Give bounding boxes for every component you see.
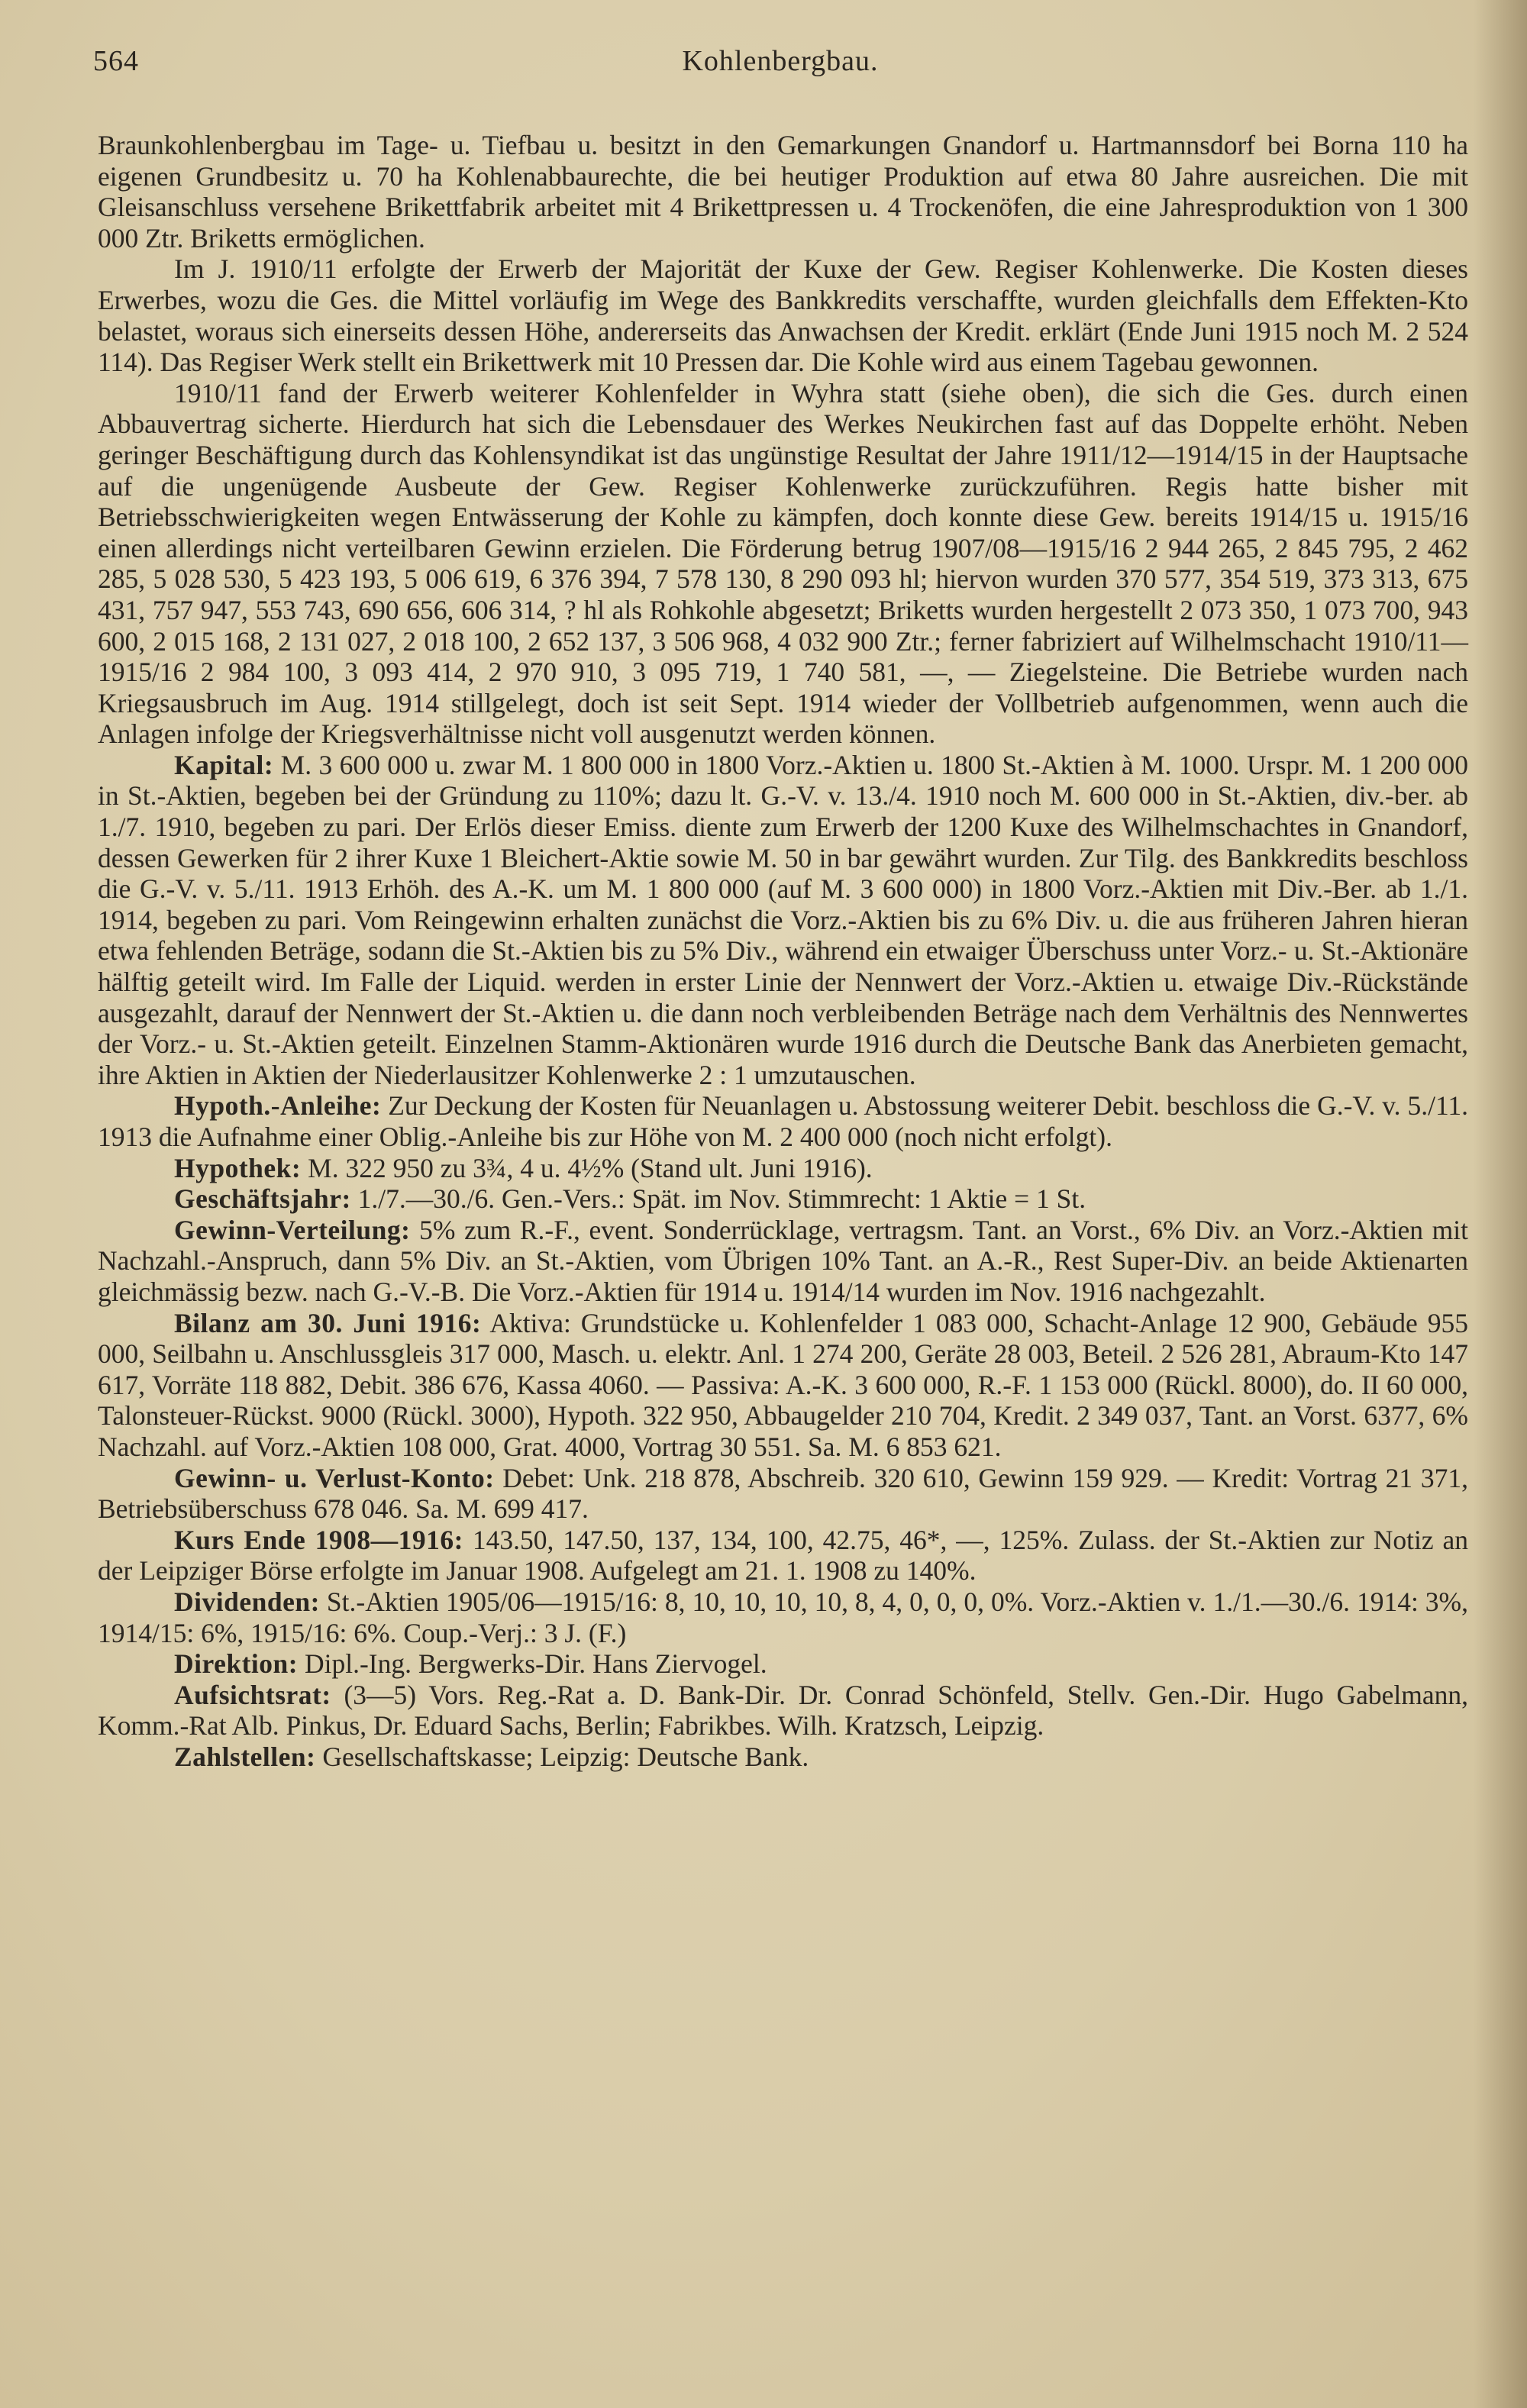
section-text: 5% zum R.-F., event. Sonderrücklage, vertragsm. Tant. an Vorst., 6% Div. an Vorz.-Aktien mit Nachzahl.-Anspruch, dann 5% Div. an St.-Aktien, vom Übrigen 10% Tant. an A.-R., Rest Super-Div. an beide Aktienarten gleichmässig bezw. nach G.-V.-B. Die Vorz.-Aktien für 1914 u. 1914/14 wurden im Nov. 1916 nachgezahlt. — [98, 1214, 1469, 1307]
section-kapital — [98, 750, 1468, 1091]
paragraph-acquisition-regis — [98, 253, 1468, 377]
section-hypothek — [98, 1153, 1468, 1184]
paragraph-wyhra-production — [98, 378, 1468, 750]
section-label: Gewinn- u. Verlust-Konto: — [174, 1462, 495, 1493]
section-text: (3—5) Vors. Reg.-Rat a. D. Bank-Dir. Dr. Conrad Schönfeld, Stellv. Gen.-Dir. Hugo Gabelmann, Komm.-Rat Alb. Pinkus, Dr. Eduard Sachs, Berlin; Fabrikbes. Wilh. Kratzsch, Leipzig. — [98, 1679, 1468, 1741]
section-gewinn-verlust — [98, 1463, 1468, 1525]
section-text: M. 3 600 000 u. zwar M. 1 800 000 in 1800 Vorz.-Aktien u. 1800 St.-Aktien à M. 1000. Urspr. M. 1 200 000 in St.-Aktien, begeben bei der Gründung zu 110%; dazu lt. G.-V. v. 13./4. 1910 noch M. 600 000 in St.-Aktien, div.-ber. ab 1./7. 1910, begeben zu pari. Der Erlös dieser Emiss. diente zum Erwerb der 1200 Kuxe des Wilhelmschachtes in Gnandorf, dessen Gewerken für 2 ihrer Kuxe 1 Bleichert-Aktie sowie M. 50 in bar gewährt wurden. Zur Tilg. des Bankkredits beschloss die G.-V. v. 5./11. 1913 Erhöh. des A.-K. um M. 1 800 000 (auf M. 3 600 000) in 1800 Vorz.-Aktien mit Div.-Ber. ab 1./1. 1914, begeben zu pari. Vom Reingewinn erhalten zunächst die Vorz.-Aktien bis zu 6% Div. u. die aus früheren Jahren hieran etwa fehlenden Beträge, sodann die St.-Aktien bis zu 5% Div., während ein etwaiger Überschuss unter Vorz.- u. St.-Aktionäre hälftig geteilt wird. Im Falle der Liquid. werden in erster Linie der Nennwert der Vorz.-Aktien u. etwaige Div.-Rückstände ausgezahlt, darauf der Nennwert der St.-Aktien u. die dann noch verbleibenden Beträge nach dem Verhältnis des Nennwertes der Vorz.- u. St.-Aktien geteilt. Einzelnen Stamm-Aktionären wurde 1916 durch die Deutsche Bank das Anerbieten gemacht, ihre Aktien in Aktien der Niederlausitzer Kohlenwerke 2 : 1 umzutauschen. — [98, 749, 1469, 1090]
section-zahlstellen — [98, 1741, 1468, 1773]
section-direktion — [98, 1648, 1468, 1680]
section-hypoth-anleihe — [98, 1090, 1468, 1152]
section-geschaeftsjahr — [98, 1183, 1468, 1215]
section-label: Hypoth.-Anleihe: — [174, 1090, 382, 1122]
section-label: Direktion: — [174, 1648, 299, 1680]
body-text — [98, 130, 1468, 1772]
section-label: Kapital: — [174, 749, 274, 780]
running-title: Kohlenbergbau. — [682, 45, 879, 77]
paragraph-text: Braunkohlenbergbau im Tage- u. Tiefbau u. besitzt in den Gemarkungen Gnandorf u. Hartmannsdorf bei Borna 110 ha eigenen Grundbesitz u. 70 ha Kohlenabbaurechte, die bei heutiger Produktion auf etwa 80 Jahre ausreichen. Die mit Gleisanschluss versehene Brikettfabrik arbeitet mit 4 Brikettpressen u. 4 Trockenöfen, die eine Jahresproduktion von 1 300 000 Ztr. Briketts ermöglichen. — [98, 130, 1468, 253]
section-bilanz — [98, 1308, 1468, 1463]
section-text: St.-Aktien 1905/06—1915/16: 8, 10, 10, 10, 10, 8, 4, 0, 0, 0, 0%. Vorz.-Aktien v. 1./1.—30./6. 1914: 3%, 1914/15: 6%, 1915/16: 6%. Coup.-Verj.: 3 J. (F.) — [98, 1586, 1468, 1648]
section-text: 143.50, 147.50, 137, 134, 100, 42.75, 46*, —, 125%. Zulass. der St.-Aktien zur Notiz an der Leipziger Börse erfolgte im Januar 1908. Aufgelegt am 21. 1. 1908 zu 140%. — [98, 1524, 1469, 1587]
paragraph-text: 1910/11 fand der Erwerb weiterer Kohlenfelder in Wyhra statt (siehe oben), die sich die Ges. durch einen Abbauvertrag sicherte. Hierdurch hat sich die Lebensdauer des Werkes Neukirchen fast auf das Doppelte erhöht. Neben geringer Beschäftigung durch das Kohlensyndikat ist das ungünstige Resultat der Jahre 1911/12—1914/15 in der Hauptsache auf die ungenügende Ausbeute der Gew. Regiser Kohlenwerke zurückzuführen. Regis hatte bisher mit Betriebsschwierigkeiten wegen Entwässerung der Kohle zu kämpfen, doch konnte diese Gew. bereits 1914/15 u. 1915/16 einen allerdings nicht verteilbaren Gewinn erzielen. Die Förderung betrug 1907/08—1915/16 2 944 265, 2 845 795, 2 462 285, 5 028 530, 5 423 193, 5 006 619, 6 376 394, 7 578 130, 8 290 093 hl; hiervon wurden 370 577, 354 519, 373 313, 675 431, 757 947, 553 743, 690 656, 606 314, ? hl als Rohkohle abgesetzt; Briketts wurden hergestellt 2 073 350, 1 073 700, 943 600, 2 015 168, 2 131 027, 2 018 100, 2 652 137, 3 506 968, 4 032 900 Ztr.; ferner fabriziert auf Wilhelmschacht 1910/11—1915/16 2 984 100, 3 093 414, 2 970 910, 3 095 719, 1 740 581, —, — Ziegelsteine. Die Betriebe wurden nach Kriegsausbruch im Aug. 1914 stillgelegt, doch ist seit Sept. 1914 wieder der Vollbetrieb aufgenommen, wenn auch die Anlagen infolge der Kriegsverhältnisse nicht voll ausgenutzt werden können. — [98, 377, 1468, 750]
page-edge-shadow — [1474, 0, 1527, 2408]
section-gewinn-verteilung — [98, 1215, 1468, 1308]
paragraph-description — [98, 130, 1468, 253]
page-header — [93, 44, 1467, 90]
section-text: Aktiva: Grundstücke u. Kohlenfelder 1 083 000, Schacht-Anlage 12 900, Gebäude 955 000, Seilbahn u. Anschlussgleis 317 000, Masch. u. elektr. Anl. 1 274 200, Geräte 28 003, Beteil. 2 526 281, Abraum-Kto 147 617, Vorräte 118 882, Debit. 386 676, Kassa 4060. — Passiva: A.-K. 3 600 000, R.-F. 1 153 000 (Rückl. 8000), do. II 60 000, Talonsteuer-Rückst. 9000 (Rückl. 3000), Hypoth. 322 950, Abbaugelder 210 704, Kredit. 2 349 037, Tant. an Vorst. 6377, 6% Nachzahl. auf Vorz.-Aktien 108 000, Grat. 4000, Vortrag 30 551. Sa. M. 6 853 621. — [98, 1307, 1468, 1462]
section-text: Dipl.-Ing. Bergwerks-Dir. Hans Ziervogel. — [305, 1648, 767, 1680]
section-label: Geschäftsjahr: — [174, 1183, 351, 1215]
section-text: M. 322 950 zu 3¾, 4 u. 4½% (Stand ult. Juni 1916). — [308, 1152, 873, 1183]
section-label: Zahlstellen: — [174, 1741, 316, 1772]
page-number: 564 — [93, 45, 139, 77]
section-text: Zur Deckung der Kosten für Neuanlagen u. Abstossung weiterer Debit. beschloss die G.-V. v. 5./11. 1913 die Aufnahme einer Oblig.-Anleihe bis zur Höhe von M. 2 400 000 (noch nicht erfolgt). — [98, 1090, 1469, 1152]
section-dividenden — [98, 1587, 1468, 1648]
paragraph-text: Im J. 1910/11 erfolgte der Erwerb der Majorität der Kuxe der Gew. Regiser Kohlenwerke. Die Kosten dieses Erwerbes, wozu die Ges. die Mittel vorläufig im Wege des Bankkredits verschaffte, wurden gleichfalls dem Effekten-Kto belastet, woraus sich einerseits dessen Höhe, andererseits das Anwachsen der Kredit. erklärt (Ende Juni 1915 noch M. 2 524 114). Das Regiser Werk stellt ein Brikettwerk mit 10 Pressen dar. Die Kohle wird aus einem Tagebau gewonnen. — [98, 253, 1468, 378]
section-text: Debet: Unk. 218 878, Abschreib. 320 610, Gewinn 159 929. — Kredit: Vortrag 21 371, Betriebsüberschuss 678 046. Sa. M. 699 417. — [98, 1462, 1468, 1525]
section-aufsichtsrat — [98, 1680, 1468, 1741]
section-text: 1./7.—30./6. Gen.-Vers.: Spät. im Nov. Stimmrecht: 1 Aktie = 1 St. — [357, 1183, 1086, 1215]
section-label: Aufsichtsrat: — [174, 1679, 331, 1710]
section-label: Dividenden: — [174, 1586, 320, 1617]
section-label: Gewinn-Verteilung: — [174, 1214, 411, 1245]
section-label: Bilanz am 30. Juni 1916: — [174, 1307, 482, 1338]
section-text: Gesellschaftskasse; Leipzig: Deutsche Bank. — [322, 1741, 809, 1772]
section-label: Kurs Ende 1908—1916: — [174, 1524, 463, 1555]
section-label: Hypothek: — [174, 1152, 302, 1183]
section-kurs — [98, 1525, 1468, 1587]
